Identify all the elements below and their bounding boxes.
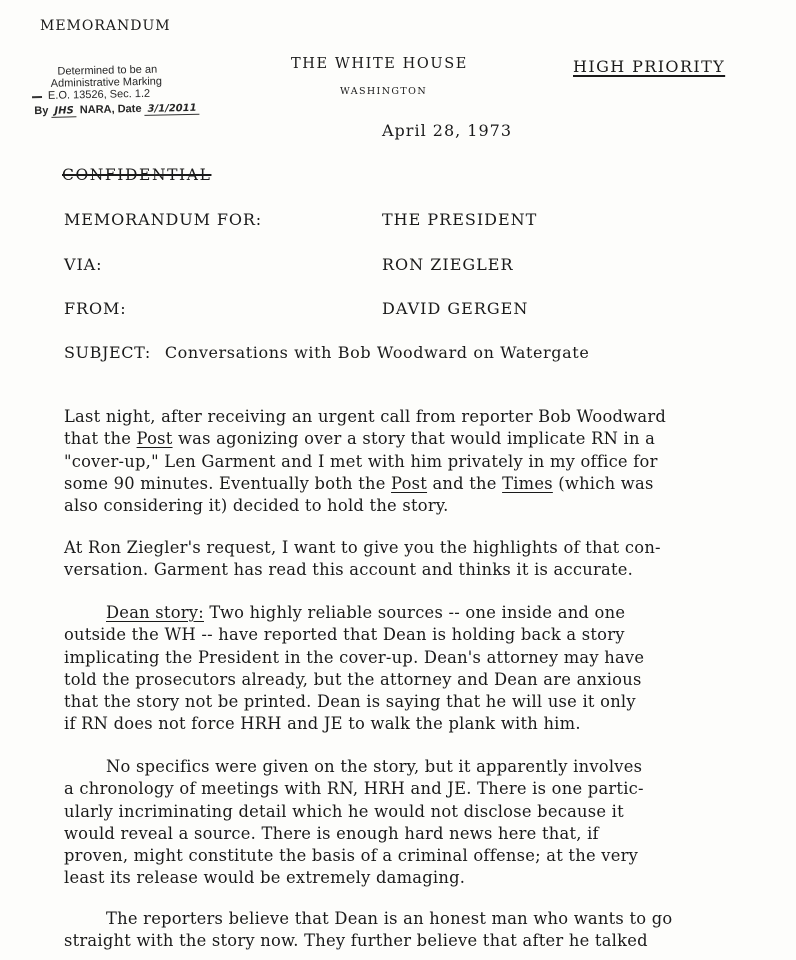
- via-value: RON ZIEGLER: [382, 255, 514, 274]
- body-paragraph-4: [64, 756, 784, 890]
- body-paragraph-3: [64, 602, 784, 736]
- priority-marking: HIGH PRIORITY: [573, 57, 726, 76]
- text-line: a chronology of meetings with RN, HRH and JE. There is one partic-: [64, 779, 644, 799]
- from-value: DAVID GERGEN: [382, 299, 529, 318]
- text-line: told the prosecutors already, but the attorney and Dean are anxious: [64, 669, 642, 689]
- memorandum-for-label: MEMORANDUM FOR:: [64, 210, 263, 229]
- underlined-post: Post: [391, 473, 428, 493]
- stamp-signature-line: [34, 102, 200, 118]
- text-line: "cover-up," Len Garment and I met with him privately in my office for: [64, 451, 658, 471]
- text-line: if RN does not force HRH and JE to walk the plank with him.: [64, 714, 581, 734]
- body-paragraph-2: [64, 537, 784, 582]
- underlined-times: Times: [502, 473, 553, 493]
- classification-marking: CONFIDENTIAL: [62, 166, 212, 184]
- text-line: The reporters believe that Dean is an honest man who wants to go: [106, 909, 673, 928]
- text-line: that the Post was agonizing over a story that would implicate RN in a: [64, 429, 656, 449]
- text-line: would reveal a source. There is enough hard news here that, if: [64, 823, 599, 843]
- stamp-by-initials: JHS: [51, 105, 77, 118]
- stamp-nara-label: NARA, Date: [79, 102, 142, 117]
- text-line: that the story not be printed. Dean is saying that he will use it only: [64, 692, 636, 712]
- text-line: At Ron Ziegler's request, I want to give you the highlights of that con-: [64, 538, 661, 557]
- subject-value: Conversations with Bob Woodward on Watergate: [164, 343, 590, 362]
- section-heading-dean-story: Dean story:: [106, 603, 204, 622]
- text-line: Dean story: Two highly reliable sources -- one inside and one: [106, 603, 626, 622]
- text-line: Last night, after receiving an urgent call from reporter Bob Woodward: [64, 407, 667, 426]
- text-line: outside the WH -- have reported that Dean is holding back a story: [64, 625, 625, 645]
- subject-line: [64, 343, 589, 362]
- declassification-stamp: [31, 62, 244, 128]
- doc-type-label: MEMORANDUM: [40, 18, 171, 34]
- via-label: VIA:: [64, 255, 103, 274]
- office-title: THE WHITE HOUSE: [291, 56, 468, 72]
- subject-label: SUBJECT:: [64, 343, 151, 362]
- stamp-line-3: E.O. 13526, Sec. 1.2: [47, 87, 151, 102]
- stamp-line-1: Determined to be an: [57, 63, 158, 78]
- text-line: also considering it) decided to hold the story.: [64, 496, 449, 516]
- body-paragraph-1: [64, 406, 784, 517]
- underlined-post: Post: [136, 429, 173, 449]
- stamp-line-2: Administrative Marking: [50, 75, 163, 90]
- stamp-date: 3/1/2011: [144, 103, 199, 116]
- from-label: FROM:: [64, 299, 127, 318]
- text-line: some 90 minutes. Eventually both the Post and the Times (which was: [64, 473, 654, 493]
- stamp-by-label: By: [34, 104, 49, 118]
- body-paragraph-5: [64, 908, 784, 953]
- memo-date: April 28, 1973: [382, 121, 513, 140]
- text-line: ularly incriminating detail which he would not disclose because it: [64, 801, 624, 821]
- text-line: implicating the President in the cover-up. Dean's attorney may have: [64, 647, 645, 667]
- text-line: straight with the story now. They further believe that after he talked: [64, 931, 648, 951]
- stamp-dash: [32, 96, 42, 98]
- text-line: versation. Garment has read this account and thinks it is accurate.: [64, 560, 634, 580]
- text-line: proven, might constitute the basis of a criminal offense; at the very: [64, 846, 639, 866]
- text-line: No specifics were given on the story, but it apparently involves: [106, 757, 643, 776]
- office-city: WASHINGTON: [340, 86, 428, 97]
- text-line: least its release would be extremely damaging.: [64, 868, 466, 888]
- memorandum-for-value: THE PRESIDENT: [382, 210, 538, 229]
